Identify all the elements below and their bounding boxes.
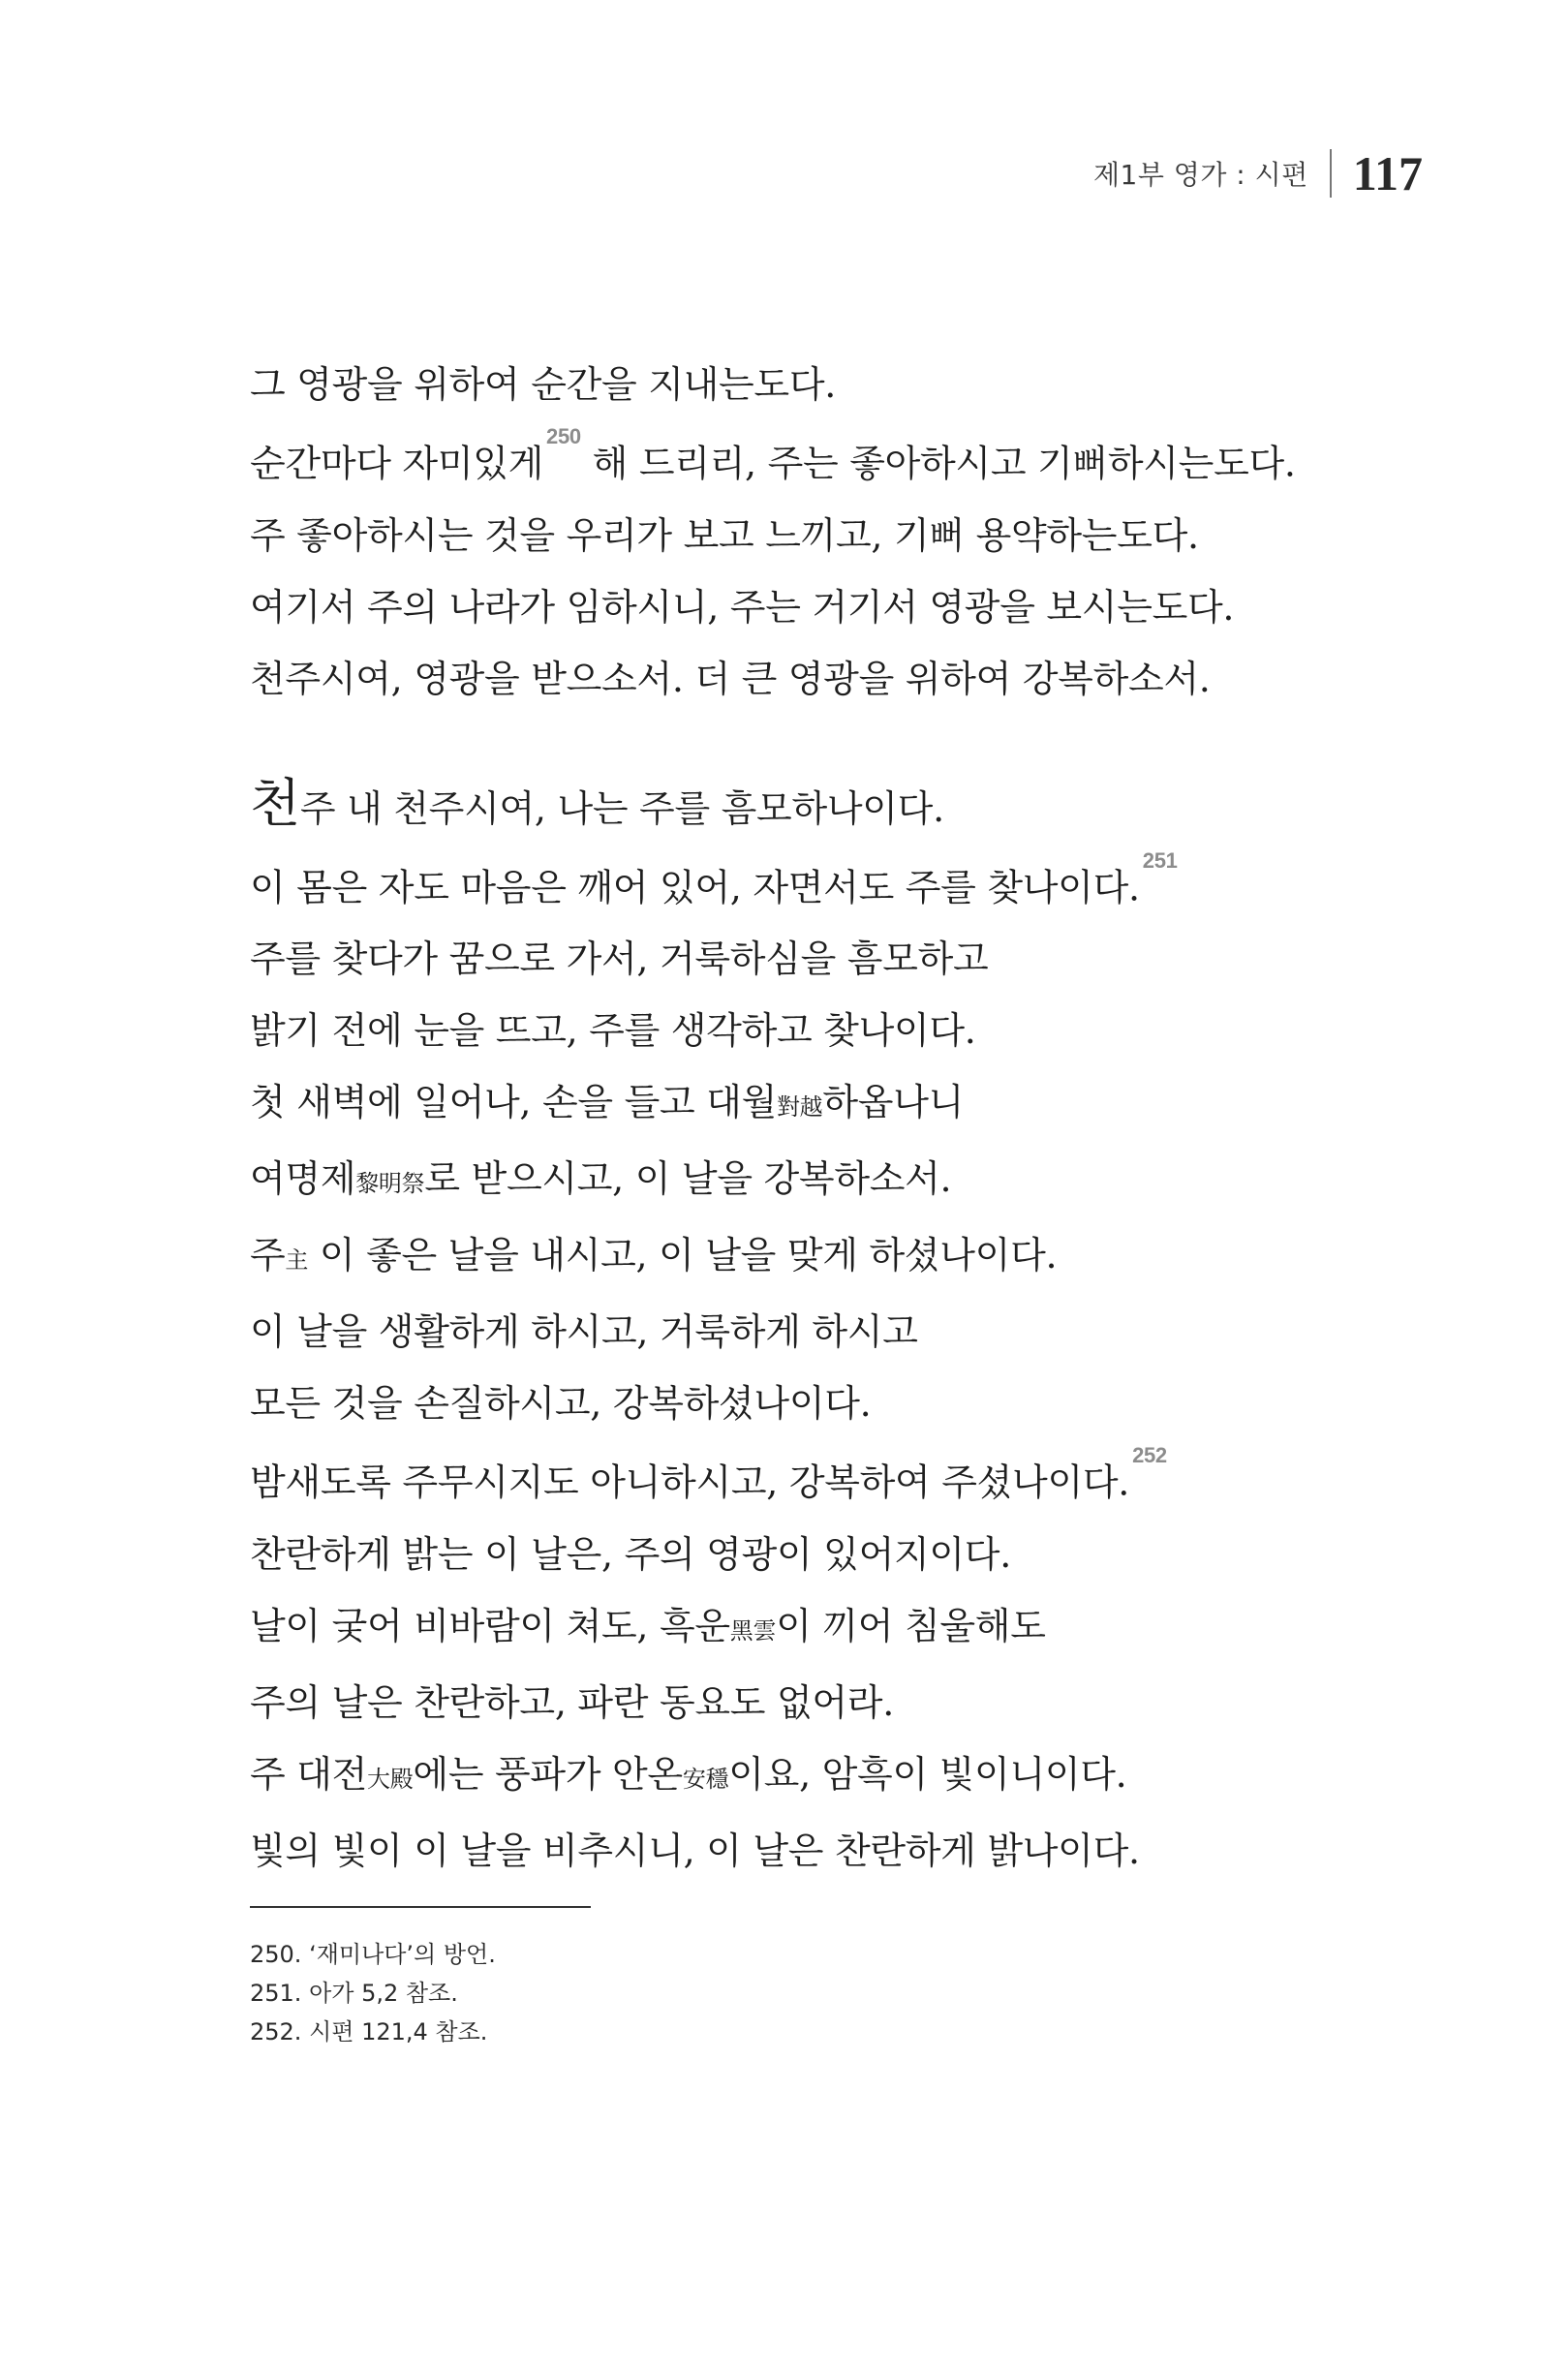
text-segment: 하옵나니 xyxy=(822,1081,965,1124)
poem-line: 그 영광을 위하여 순간을 지내는도다. xyxy=(250,363,837,406)
text-segment: 로 받으시고, 이 날을 강복하소서. xyxy=(424,1157,952,1201)
text-segment: 날이 궂어 비바람이 쳐도, 흑운 xyxy=(250,1604,730,1647)
drop-cap: 천 xyxy=(250,772,300,834)
text-segment: 밤새도록 주무시지도 아니하시고, 강복하여 주셨나이다. xyxy=(250,1461,1130,1504)
poem-line xyxy=(250,845,1431,924)
hanja-gloss: 主 xyxy=(285,1246,309,1275)
poem-line: 여기서 주의 나라가 임하시니, 주는 거기서 영광을 보시는도다. xyxy=(250,585,1235,629)
hanja-gloss: 對越 xyxy=(776,1093,823,1122)
hanja-gloss: 黑雲 xyxy=(729,1616,777,1645)
text-segment: 주 xyxy=(250,1234,286,1277)
hanja-gloss: 安穩 xyxy=(682,1765,729,1793)
poem-line xyxy=(250,773,1431,845)
text-segment: 주 대전 xyxy=(250,1752,368,1796)
footnote-divider xyxy=(250,1906,591,1908)
text-segment: 여명제 xyxy=(250,1157,356,1201)
text-segment: 이요, 암흑이 빛이니이다. xyxy=(728,1752,1127,1796)
running-header xyxy=(1093,145,1423,201)
poem-body xyxy=(250,349,1431,1887)
text-segment: 이 좋은 날을 내시고, 이 날을 맞게 하셨나이다. xyxy=(308,1234,1058,1277)
text-segment: 이 몸은 자도 마음은 깨어 있어, 자면서도 주를 찾나이다. xyxy=(250,866,1140,909)
footnote-ref-252[interactable]: 252 xyxy=(1132,1443,1167,1468)
text-segment: 해 드리리, 주는 좋아하시고 기뻐하시는도다. xyxy=(580,442,1296,485)
poem-line xyxy=(250,1066,1431,1143)
text-segment: 에는 풍파가 안온 xyxy=(413,1752,683,1796)
poem-line xyxy=(250,1219,1431,1296)
footnotes xyxy=(250,1935,496,2051)
poem-line xyxy=(250,1439,1431,1519)
poem-line: 밝기 전에 눈을 뜨고, 주를 생각하고 찾나이다. xyxy=(250,1009,976,1053)
poem-line: 찬란하게 밝는 이 날은, 주의 영광이 있어지이다. xyxy=(250,1532,1011,1576)
poem-line: 천주시여, 영광을 받으소서. 더 큰 영광을 위하여 강복하소서. xyxy=(250,657,1211,700)
hanja-gloss: 大殿 xyxy=(367,1765,414,1793)
poem-line xyxy=(250,420,1431,500)
poem-line xyxy=(250,1590,1431,1667)
page-number: 117 xyxy=(1352,146,1423,200)
hanja-gloss: 黎明祭 xyxy=(355,1170,425,1198)
poem-line: 주 좋아하시는 것을 우리가 보고 느끼고, 기뻐 용약하는도다. xyxy=(250,513,1199,557)
header-divider xyxy=(1330,149,1332,198)
text-segment: 주 내 천주시여, 나는 주를 흠모하나이다. xyxy=(299,786,944,830)
footnote-250: 250. ‘재미나다’의 방언. xyxy=(250,1941,496,1968)
poem-line: 모든 것을 손질하시고, 강복하셨나이다. xyxy=(250,1382,872,1426)
stanza-2 xyxy=(250,773,1431,1887)
footnote-252: 252. 시편 121,4 참조. xyxy=(250,2018,488,2045)
text-segment: 이 끼어 침울해도 xyxy=(776,1604,1046,1647)
stanza-1 xyxy=(250,349,1431,715)
poem-line xyxy=(250,1143,1431,1219)
poem-line: 빛의 빛이 이 날을 비추시니, 이 날은 찬란하게 밝나이다. xyxy=(250,1829,1140,1872)
text-segment: 첫 새벽에 일어나, 손을 들고 대월 xyxy=(250,1081,777,1124)
poem-line: 주의 날은 찬란하고, 파란 동요도 없어라. xyxy=(250,1680,894,1724)
poem-line xyxy=(250,1738,1431,1815)
footnote-ref-251[interactable]: 251 xyxy=(1142,847,1178,873)
footnote-251: 251. 아가 5,2 참조. xyxy=(250,1980,458,2007)
text-segment: 순간마다 자미있게 xyxy=(250,442,544,485)
poem-line: 주를 찾다가 꿈으로 가서, 거룩하심을 흠모하고 xyxy=(250,938,989,981)
running-title: 제1부 영가 : 시편 xyxy=(1093,159,1308,191)
poem-line: 이 날을 생활하게 하시고, 거룩하게 하시고 xyxy=(250,1310,918,1354)
footnote-ref-250[interactable]: 250 xyxy=(546,424,581,448)
